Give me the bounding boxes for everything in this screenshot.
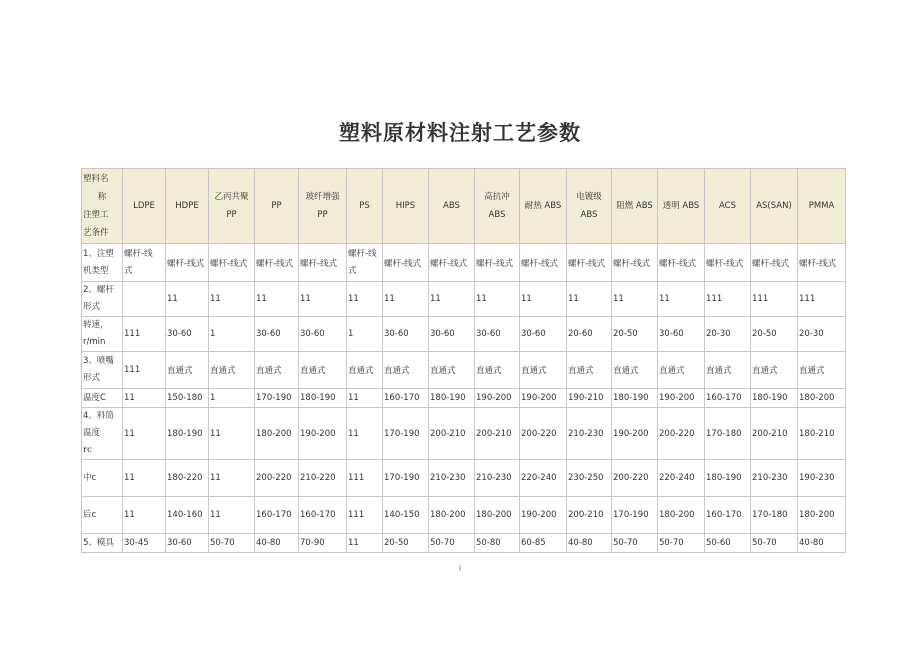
table-cell: 30-60 <box>166 534 209 553</box>
table-cell: 50-70 <box>751 534 798 553</box>
corner-line: 注塑工 <box>83 210 109 220</box>
corner-line: 塑料名 <box>83 174 109 184</box>
row-label: 中c <box>82 460 123 497</box>
table-cell: 直通式 <box>475 352 520 389</box>
table-cell: 螺杆-线式 <box>520 244 567 282</box>
table-cell: 1 <box>209 317 255 352</box>
table-cell: 160-170 <box>299 497 347 534</box>
table-cell: 50-60 <box>705 534 751 553</box>
table-cell: 210-220 <box>299 460 347 497</box>
table-cell: 直通式 <box>705 352 751 389</box>
table-cell: 170-190 <box>383 460 429 497</box>
col-header: 耐热 ABS <box>520 169 567 244</box>
table-cell: 螺杆-线式 <box>166 244 209 282</box>
header-row <box>82 169 846 244</box>
table-cell: 11 <box>209 282 255 317</box>
table-cell: 直通式 <box>299 352 347 389</box>
table-cell: 180-220 <box>166 460 209 497</box>
table-cell: 螺杆-线式 <box>612 244 658 282</box>
row-label: 3、喷嘴 形式 <box>82 352 123 389</box>
table-cell: 螺杆-线式 <box>798 244 846 282</box>
page-number: i <box>458 564 462 573</box>
table-cell: 190-230 <box>798 460 846 497</box>
col-header: 高抗冲 ABS <box>475 169 520 244</box>
table-cell: 210-230 <box>751 460 798 497</box>
table-cell: 180-190 <box>751 389 798 408</box>
table-cell: 210-230 <box>567 408 612 460</box>
table-cell: 直通式 <box>429 352 475 389</box>
table-cell: 50-70 <box>209 534 255 553</box>
table-cell: 螺杆-线式 <box>705 244 751 282</box>
table-cell: 160-170 <box>705 389 751 408</box>
table-cell: 11 <box>209 460 255 497</box>
row-label: 4、料筒 温度 rc <box>82 408 123 460</box>
table-cell: 11 <box>166 282 209 317</box>
col-header: 乙丙共聚 PP <box>209 169 255 244</box>
table-cell: 11 <box>347 282 383 317</box>
table-cell: 170-180 <box>751 497 798 534</box>
table-cell: 111 <box>347 497 383 534</box>
params-table <box>81 168 846 553</box>
table-cell: 180-200 <box>798 389 846 408</box>
table-cell: 11 <box>255 282 299 317</box>
table-cell: 直通式 <box>347 352 383 389</box>
table-cell: 螺杆-线式 <box>567 244 612 282</box>
table-cell: 180-190 <box>166 408 209 460</box>
table-cell: 30-60 <box>658 317 705 352</box>
col-header: 电镀级 ABS <box>567 169 612 244</box>
table-cell: 200-210 <box>567 497 612 534</box>
table-cell: 170-190 <box>383 408 429 460</box>
table-cell: 30-45 <box>123 534 166 553</box>
table-cell: 111 <box>123 352 166 389</box>
table-cell: 190-210 <box>567 389 612 408</box>
table-cell: 190-200 <box>612 408 658 460</box>
table-cell: 11 <box>123 460 166 497</box>
col-header: HIPS <box>383 169 429 244</box>
row-label: 温度C <box>82 389 123 408</box>
table-cell: 220-240 <box>658 460 705 497</box>
col-header: ACS <box>705 169 751 244</box>
table-cell: 螺杆-线式 <box>658 244 705 282</box>
table-cell: 30-60 <box>255 317 299 352</box>
table-cell: 11 <box>383 282 429 317</box>
table-cell: 30-60 <box>520 317 567 352</box>
table-cell: 160-170 <box>705 497 751 534</box>
table-cell: 160-170 <box>255 497 299 534</box>
table-cell <box>123 282 166 317</box>
table-cell: 螺杆-线式 <box>475 244 520 282</box>
table-cell: 30-60 <box>166 317 209 352</box>
table-cell: 200-210 <box>751 408 798 460</box>
table-cell: 180-190 <box>705 460 751 497</box>
table-cell: 111 <box>705 282 751 317</box>
table-row-barrel-front <box>82 408 846 460</box>
table-cell: 150-180 <box>166 389 209 408</box>
table-row-speed <box>82 317 846 352</box>
table-cell: 20-50 <box>612 317 658 352</box>
table-cell: 螺杆-线式 <box>429 244 475 282</box>
table-cell: 螺杆-线 式 <box>123 244 166 282</box>
corner-line: 艺条件 <box>83 228 109 238</box>
table-cell: 190-200 <box>658 389 705 408</box>
corner-cell <box>82 169 123 244</box>
col-header: AS(SAN) <box>751 169 798 244</box>
table-cell: 50-70 <box>658 534 705 553</box>
table-cell: 螺杆-线式 <box>255 244 299 282</box>
table-cell: 直通式 <box>612 352 658 389</box>
table-cell: 180-200 <box>798 497 846 534</box>
table-cell: 190-200 <box>475 389 520 408</box>
table-cell: 20-60 <box>567 317 612 352</box>
table-cell: 40-80 <box>255 534 299 553</box>
table-cell: 140-150 <box>383 497 429 534</box>
table-cell: 40-80 <box>567 534 612 553</box>
table-cell: 190-200 <box>520 497 567 534</box>
table-cell: 11 <box>429 282 475 317</box>
table-cell: 11 <box>612 282 658 317</box>
table-cell: 直通式 <box>209 352 255 389</box>
table-cell: 直通式 <box>255 352 299 389</box>
table-cell: 230-250 <box>567 460 612 497</box>
table-cell: 直通式 <box>798 352 846 389</box>
table-cell: 220-240 <box>520 460 567 497</box>
table-cell: 50-80 <box>475 534 520 553</box>
table-cell: 11 <box>567 282 612 317</box>
table-cell: 11 <box>123 497 166 534</box>
table-cell: 30-60 <box>429 317 475 352</box>
table-cell: 210-230 <box>429 460 475 497</box>
col-header: PP <box>255 169 299 244</box>
table-cell: 180-200 <box>429 497 475 534</box>
table-cell: 200-210 <box>475 408 520 460</box>
table-cell: 11 <box>209 497 255 534</box>
table-row-mold <box>82 534 846 553</box>
table-cell: 11 <box>123 408 166 460</box>
table-cell: 直通式 <box>658 352 705 389</box>
table-cell: 200-220 <box>520 408 567 460</box>
table-cell: 170-180 <box>705 408 751 460</box>
table-cell: 11 <box>123 389 166 408</box>
table-cell: 111 <box>751 282 798 317</box>
table-cell: 11 <box>347 408 383 460</box>
col-header: PMMA <box>798 169 846 244</box>
table-cell: 180-200 <box>475 497 520 534</box>
table-cell: 11 <box>520 282 567 317</box>
table-cell: 11 <box>299 282 347 317</box>
table-cell: 190-200 <box>520 389 567 408</box>
table-cell: 111 <box>347 460 383 497</box>
row-label: 1、注塑 机类型 <box>82 244 123 282</box>
table-cell: 111 <box>798 282 846 317</box>
row-label: 5、模具 <box>82 534 123 553</box>
table-cell: 20-50 <box>751 317 798 352</box>
table-cell: 40-80 <box>798 534 846 553</box>
table-cell: 20-30 <box>798 317 846 352</box>
table-cell: 螺杆-线式 <box>299 244 347 282</box>
table-row-screw <box>82 282 846 317</box>
table-cell: 180-210 <box>798 408 846 460</box>
table-cell: 30-60 <box>299 317 347 352</box>
table-cell: 180-200 <box>255 408 299 460</box>
table-cell: 直通式 <box>751 352 798 389</box>
table-cell: 170-190 <box>255 389 299 408</box>
table-cell: 20-50 <box>383 534 429 553</box>
table-cell: 111 <box>123 317 166 352</box>
col-header: LDPE <box>123 169 166 244</box>
table-cell: 190-200 <box>299 408 347 460</box>
table-row-nozzle-temp <box>82 389 846 408</box>
col-header: ABS <box>429 169 475 244</box>
col-header: PS <box>347 169 383 244</box>
col-header: 玻纤增强 PP <box>299 169 347 244</box>
table-cell: 60-85 <box>520 534 567 553</box>
table-cell: 140-160 <box>166 497 209 534</box>
table-cell: 180-200 <box>658 497 705 534</box>
table-row-barrel-mid <box>82 460 846 497</box>
table-cell: 螺杆-线 式 <box>347 244 383 282</box>
table-cell: 160-170 <box>383 389 429 408</box>
page-title: 塑料原材料注射工艺参数 <box>339 121 581 145</box>
corner-line: 称 <box>97 192 107 202</box>
table-row-barrel-rear <box>82 497 846 534</box>
table-cell: 螺杆-线式 <box>383 244 429 282</box>
col-header: 阻燃 ABS <box>612 169 658 244</box>
col-header: HDPE <box>166 169 209 244</box>
table-cell: 直通式 <box>520 352 567 389</box>
table-cell: 200-220 <box>658 408 705 460</box>
row-label: 后c <box>82 497 123 534</box>
table-cell: 螺杆-线式 <box>751 244 798 282</box>
table-cell: 180-190 <box>612 389 658 408</box>
table-cell: 直通式 <box>166 352 209 389</box>
table-cell: 180-190 <box>299 389 347 408</box>
table-cell: 30-60 <box>475 317 520 352</box>
table-cell: 11 <box>347 534 383 553</box>
table-cell: 11 <box>209 408 255 460</box>
table-cell: 30-60 <box>383 317 429 352</box>
table-cell: 11 <box>347 389 383 408</box>
table-cell: 170-190 <box>612 497 658 534</box>
table-row-machine <box>82 244 846 282</box>
table-cell: 210-230 <box>475 460 520 497</box>
table-cell: 50-70 <box>429 534 475 553</box>
table-cell: 1 <box>209 389 255 408</box>
table-cell: 50-70 <box>612 534 658 553</box>
table-cell: 200-220 <box>612 460 658 497</box>
row-label: 转速， r/min <box>82 317 123 352</box>
row-label: 2、螺杆 形式 <box>82 282 123 317</box>
table-cell: 70-90 <box>299 534 347 553</box>
table-cell: 螺杆-线式 <box>209 244 255 282</box>
col-header: 透明 ABS <box>658 169 705 244</box>
table-cell: 180-190 <box>429 389 475 408</box>
table-cell: 11 <box>475 282 520 317</box>
table-cell: 直通式 <box>383 352 429 389</box>
table-cell: 200-210 <box>429 408 475 460</box>
table-cell: 200-220 <box>255 460 299 497</box>
table-row-nozzle <box>82 352 846 389</box>
table-cell: 1 <box>347 317 383 352</box>
table-cell: 11 <box>658 282 705 317</box>
table-cell: 20-30 <box>705 317 751 352</box>
table-cell: 直通式 <box>567 352 612 389</box>
